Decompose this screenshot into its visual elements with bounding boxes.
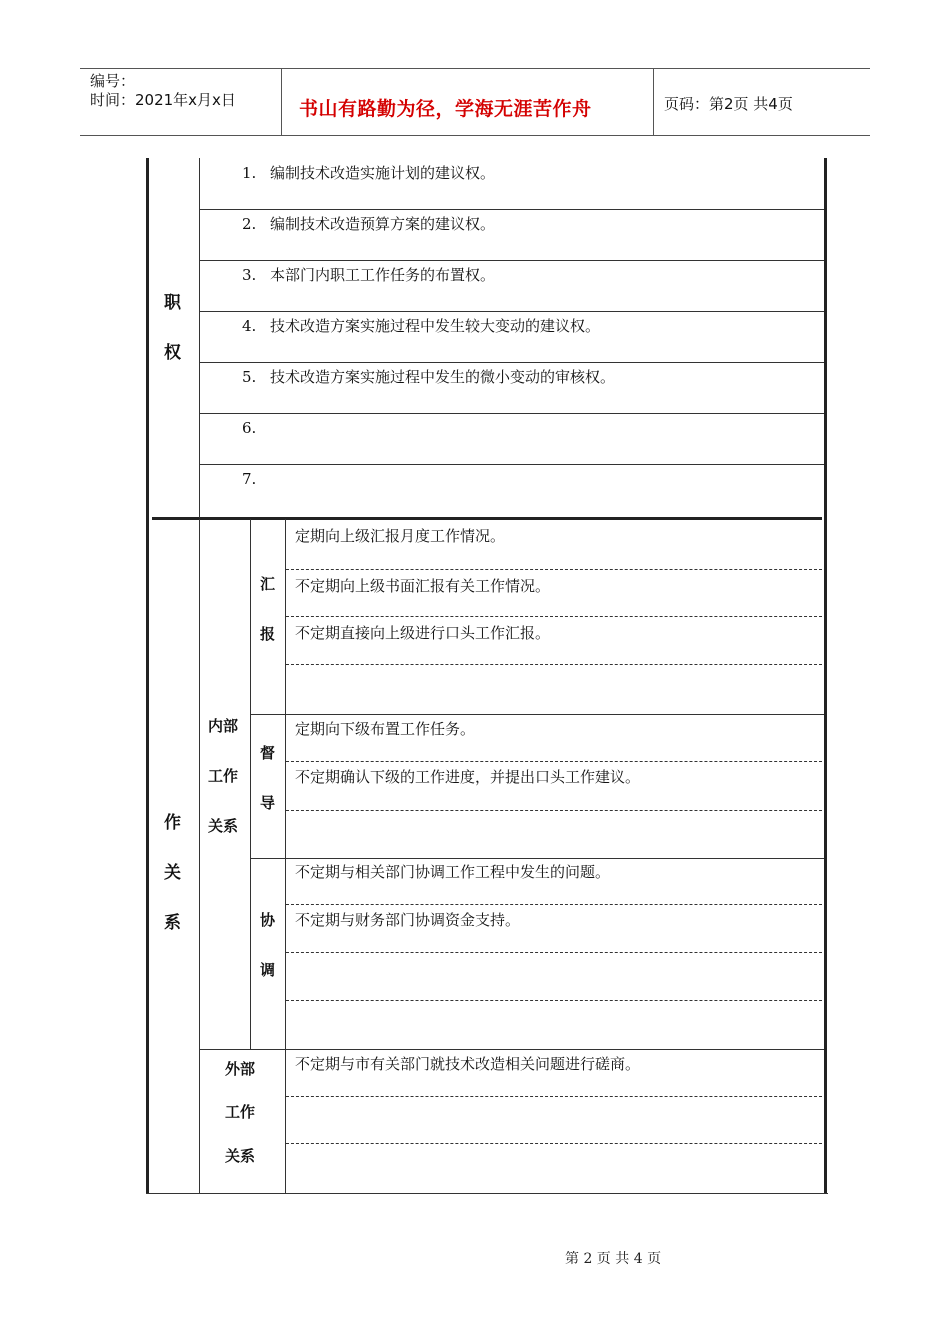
dashed-rule: [286, 761, 822, 762]
header-bottom-rule: [80, 135, 870, 136]
dashed-rule: [286, 952, 822, 953]
authority-label: 职: [164, 293, 181, 313]
table-bottom-border: [146, 1193, 828, 1194]
time-label: 时间：2021年x月x日: [90, 91, 236, 109]
internal-label: 关系: [208, 817, 239, 835]
dashed-rule: [286, 1000, 822, 1001]
relations-label-divider: [199, 519, 200, 1194]
report-item: 不定期向上级书面汇报有关工作情况。: [295, 577, 551, 595]
dashed-rule: [286, 904, 822, 905]
internal-external-rule: [199, 1049, 824, 1050]
header-top-rule: [80, 68, 870, 69]
internal-label: 工作: [208, 767, 239, 785]
header-divider: [281, 68, 282, 135]
dashed-rule: [286, 810, 822, 811]
supervise-label: 导: [260, 794, 276, 812]
row-rule: [199, 260, 824, 261]
relations-label: 系: [164, 913, 181, 933]
relations-label: 作: [164, 813, 181, 833]
row-rule: [199, 311, 824, 312]
dashed-rule: [286, 1143, 822, 1144]
page-indicator: 页码：第2页 共4页: [664, 95, 793, 113]
authority-item: 2. 编制技术改造预算方案的建议权。: [242, 215, 496, 233]
table-right-border: [824, 158, 827, 1194]
content-divider: [285, 519, 286, 1194]
row-rule: [199, 362, 824, 363]
code-label: 编号：: [90, 72, 136, 90]
report-item: 定期向上级汇报月度工作情况。: [295, 527, 506, 545]
row-rule: [199, 209, 824, 210]
motto: 书山有路勤为径，学海无涯苦作舟: [299, 98, 592, 120]
authority-item: 7.: [242, 470, 257, 488]
header-divider: [653, 68, 654, 135]
relations-label: 关: [164, 863, 181, 883]
section-divider: [152, 517, 822, 520]
coordinate-label: 协: [260, 911, 276, 929]
supervise-item: 定期向下级布置工作任务。: [295, 720, 476, 738]
dashed-rule: [286, 569, 822, 570]
internal-subdivider: [250, 519, 251, 1049]
coordinate-item: 不定期与相关部门协调工作工程中发生的问题。: [295, 863, 611, 881]
dashed-rule: [286, 1096, 822, 1097]
external-label: 工作: [225, 1103, 256, 1121]
report-label: 汇: [260, 575, 276, 593]
internal-label: 内部: [208, 717, 239, 735]
coordinate-label: 调: [260, 961, 276, 979]
supervise-item: 不定期确认下级的工作进度，并提出口头工作建议。: [295, 768, 641, 786]
row-rule: [199, 464, 824, 465]
supervise-label: 督: [260, 744, 276, 762]
authority-item: 4. 技术改造方案实施过程中发生较大变动的建议权。: [242, 317, 601, 335]
external-label: 外部: [225, 1060, 256, 1078]
page-footer: 第 2 页 共 4 页: [565, 1251, 662, 1267]
authority-label: 权: [164, 343, 181, 363]
row-rule: [250, 858, 824, 859]
dashed-rule: [286, 616, 822, 617]
authority-item: 5. 技术改造方案实施过程中发生的微小变动的审核权。: [242, 368, 616, 386]
external-label: 关系: [225, 1147, 256, 1165]
row-rule: [199, 413, 824, 414]
coordinate-item: 不定期与财务部门协调资金支持。: [295, 911, 521, 929]
dashed-rule: [286, 664, 822, 665]
external-item: 不定期与市有关部门就技术改造相关问题进行磋商。: [295, 1055, 641, 1073]
authority-item: 3. 本部门内职工工作任务的布置权。: [242, 266, 496, 284]
table-left-border: [146, 158, 149, 1194]
report-item: 不定期直接向上级进行口头工作汇报。: [295, 624, 551, 642]
authority-item: 6.: [242, 419, 257, 437]
report-label: 报: [260, 625, 276, 643]
row-rule: [250, 714, 824, 715]
authority-item: 1. 编制技术改造实施计划的建议权。: [242, 164, 496, 182]
